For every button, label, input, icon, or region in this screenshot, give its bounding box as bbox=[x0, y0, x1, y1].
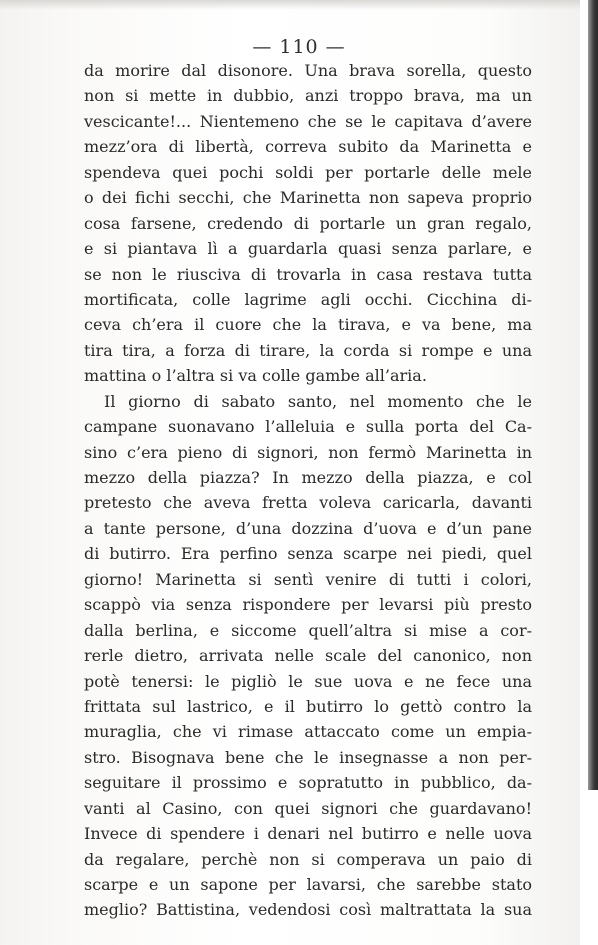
page-number: — 110 — bbox=[252, 36, 346, 58]
text-line: rerle dietro, arrivata nelle scale del canonico, non bbox=[84, 646, 532, 666]
text-line: frittata sul lastrico, e il butirro lo gettò contro la bbox=[84, 696, 532, 716]
page-top-shadow bbox=[0, 0, 598, 10]
text-line: o dei fichi secchi, che Marinetta non sapeva proprio bbox=[84, 188, 532, 208]
text-line: meglio? Battistina, vedendosi così maltrattata la sua bbox=[84, 900, 532, 920]
binding-shadow bbox=[588, 0, 598, 790]
text-line: potè tenersi: le pigliò le sue uova e ne fece una bbox=[84, 671, 532, 691]
text-line: pretesto che aveva fretta voleva caricarla, davanti bbox=[84, 493, 532, 513]
text-line: scappò via senza rispondere per levarsi più presto bbox=[84, 595, 532, 615]
text-line: spendeva quei pochi soldi per portarle delle mele bbox=[84, 162, 532, 182]
text-line: di butirro. Era perfino senza scarpe nei piedi, quel bbox=[84, 544, 532, 564]
text-line: da morire dal disonore. Una brava sorella, questo bbox=[84, 61, 532, 80]
text-line: seguitare il prossimo e sopratutto in pubblico, da- bbox=[84, 773, 532, 793]
text-line: vanti al Casino, con quei signori che guardavano! bbox=[84, 798, 532, 818]
text-line: mezz’ora di libertà, correva subito da Marinetta e bbox=[84, 137, 532, 157]
text-line: sino c’era pieno di signori, non fermò Marinetta in bbox=[84, 442, 532, 462]
text-line: Invece di spendere i denari nel butirro e nelle uova bbox=[84, 824, 532, 844]
text-line: dalla berlina, e siccome quell’altra si mise a cor- bbox=[84, 620, 532, 640]
text-line: mortificata, colle lagrime agli occhi. Cicchina di- bbox=[84, 289, 532, 309]
text-line: stro. Bisognava bene che le insegnasse a non per- bbox=[84, 747, 532, 767]
text-line: vescicante!... Nientemeno che se le capitava d’avere bbox=[84, 111, 532, 131]
text-line: mattina o l’altra si va colle gambe all’aria. bbox=[84, 366, 427, 386]
text-line: se non le riusciva di trovarla in casa restava tutta bbox=[84, 264, 532, 284]
text-line: campane suonavano l’alleluia e sulla porta del Ca- bbox=[84, 417, 532, 437]
text-line: ceva ch’era il cuore che la tirava, e va bene, ma bbox=[84, 315, 532, 335]
text-line: giorno! Marinetta si sentì venire di tutti i colori, bbox=[84, 569, 532, 589]
text-line: a tante persone, d’una dozzina d’uova e d’un pane bbox=[84, 518, 532, 538]
text-line: Il giorno di sabato santo, nel momento che le bbox=[104, 391, 532, 411]
text-line: muraglia, che vi rimase attaccato come un empia- bbox=[84, 722, 532, 742]
text-line: da regalare, perchè non si comperava un paio di bbox=[84, 849, 532, 869]
text-line: cosa farsene, credendo di portarle un gran regalo, bbox=[84, 213, 532, 233]
text-line: e si piantava lì a guardarla quasi senza parlare, e bbox=[84, 239, 532, 259]
text-line: mezzo della piazza? In mezzo della piazza, e col bbox=[84, 468, 532, 487]
text-line: tira tira, a forza di tirare, la corda si rompe e una bbox=[84, 340, 532, 360]
text-line: scarpe e un sapone per lavarsi, che sarebbe stato bbox=[84, 875, 532, 894]
body-text bbox=[84, 58, 532, 923]
text-line: non si mette in dubbio, anzi troppo brava, ma un bbox=[84, 86, 532, 106]
